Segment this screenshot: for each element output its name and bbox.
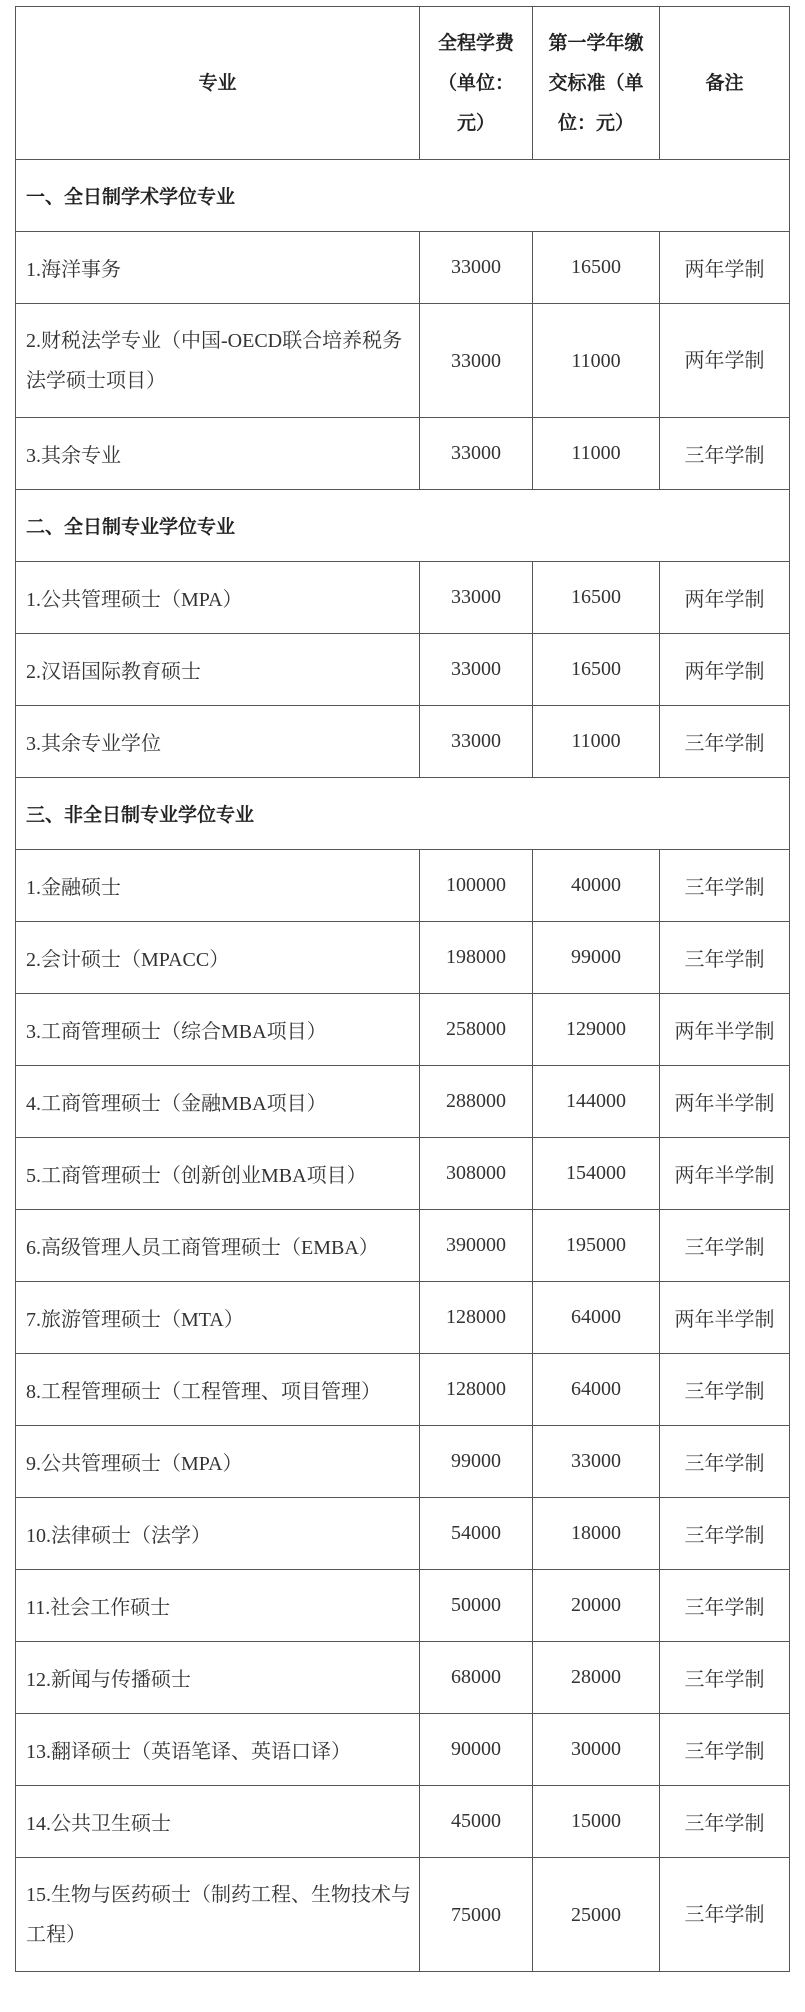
major-name-cell: 3.工商管理硕士（综合MBA项目） [16, 994, 420, 1066]
first-year-fee-cell: 154000 [533, 1138, 660, 1210]
table-row [16, 922, 790, 994]
first-year-fee-cell: 64000 [533, 1354, 660, 1426]
remark-cell: 两年学制 [660, 634, 790, 706]
first-year-fee-cell: 16500 [533, 562, 660, 634]
major-name-cell: 3.其余专业学位 [16, 706, 420, 778]
header-row [16, 7, 790, 160]
remark-cell: 两年学制 [660, 232, 790, 304]
first-year-fee-cell: 129000 [533, 994, 660, 1066]
major-name-cell: 1.金融硕士 [16, 850, 420, 922]
total-fee-cell: 33000 [420, 418, 533, 490]
table-row [16, 1498, 790, 1570]
total-fee-cell: 68000 [420, 1642, 533, 1714]
major-name-cell: 3.其余专业 [16, 418, 420, 490]
major-name-cell: 4.工商管理硕士（金融MBA项目） [16, 1066, 420, 1138]
first-year-fee-cell: 28000 [533, 1642, 660, 1714]
remark-cell: 两年半学制 [660, 1066, 790, 1138]
table-row [16, 1642, 790, 1714]
remark-cell: 三年学制 [660, 1210, 790, 1282]
table-row [16, 1426, 790, 1498]
first-year-fee-cell: 40000 [533, 850, 660, 922]
major-name-cell: 10.法律硕士（法学） [16, 1498, 420, 1570]
total-fee-cell: 75000 [420, 1858, 533, 1972]
total-fee-cell: 128000 [420, 1282, 533, 1354]
total-fee-cell: 33000 [420, 562, 533, 634]
section-title: 一、全日制学术学位专业 [16, 160, 790, 232]
total-fee-cell: 90000 [420, 1714, 533, 1786]
first-year-fee-cell: 20000 [533, 1570, 660, 1642]
first-year-fee-cell: 16500 [533, 232, 660, 304]
table-row [16, 706, 790, 778]
table-row [16, 850, 790, 922]
total-fee-cell: 100000 [420, 850, 533, 922]
table-row [16, 562, 790, 634]
section-heading-row [16, 160, 790, 232]
total-fee-cell: 33000 [420, 634, 533, 706]
remark-cell: 两年半学制 [660, 1282, 790, 1354]
table-row [16, 232, 790, 304]
table-body [16, 160, 790, 1972]
major-name-cell: 8.工程管理硕士（工程管理、项目管理） [16, 1354, 420, 1426]
major-name-cell: 2.财税法学专业（中国-OECD联合培养税务 法学硕士项目） [16, 304, 420, 418]
total-fee-cell: 128000 [420, 1354, 533, 1426]
total-fee-cell: 45000 [420, 1786, 533, 1858]
table-row [16, 1354, 790, 1426]
first-year-fee-cell: 11000 [533, 418, 660, 490]
section-heading-row [16, 778, 790, 850]
total-fee-cell: 33000 [420, 706, 533, 778]
first-year-fee-cell: 64000 [533, 1282, 660, 1354]
table-row [16, 1714, 790, 1786]
major-name-cell: 6.高级管理人员工商管理硕士（EMBA） [16, 1210, 420, 1282]
major-name-cell: 1.海洋事务 [16, 232, 420, 304]
total-fee-cell: 54000 [420, 1498, 533, 1570]
section-heading-row [16, 490, 790, 562]
remark-cell: 两年半学制 [660, 1138, 790, 1210]
first-year-fee-cell: 195000 [533, 1210, 660, 1282]
major-name-cell: 14.公共卫生硕士 [16, 1786, 420, 1858]
header-first-year-fee: 第一学年缴 交标准（单 位：元） [533, 7, 660, 160]
first-year-fee-cell: 25000 [533, 1858, 660, 1972]
total-fee-cell: 390000 [420, 1210, 533, 1282]
remark-cell: 两年半学制 [660, 994, 790, 1066]
total-fee-cell: 33000 [420, 232, 533, 304]
table-row [16, 1282, 790, 1354]
first-year-fee-cell: 11000 [533, 304, 660, 418]
table-row [16, 304, 790, 418]
first-year-fee-cell: 11000 [533, 706, 660, 778]
table-row [16, 1138, 790, 1210]
table-row [16, 634, 790, 706]
total-fee-cell: 258000 [420, 994, 533, 1066]
total-fee-cell: 288000 [420, 1066, 533, 1138]
header-remark: 备注 [660, 7, 790, 160]
remark-cell: 三年学制 [660, 1354, 790, 1426]
total-fee-cell: 50000 [420, 1570, 533, 1642]
first-year-fee-cell: 15000 [533, 1786, 660, 1858]
table-row [16, 1210, 790, 1282]
major-name-cell: 7.旅游管理硕士（MTA） [16, 1282, 420, 1354]
remark-cell: 三年学制 [660, 1786, 790, 1858]
section-title: 二、全日制专业学位专业 [16, 490, 790, 562]
remark-cell: 三年学制 [660, 1714, 790, 1786]
total-fee-cell: 99000 [420, 1426, 533, 1498]
table-row [16, 994, 790, 1066]
table-row [16, 418, 790, 490]
major-name-cell: 13.翻译硕士（英语笔译、英语口译） [16, 1714, 420, 1786]
remark-cell: 三年学制 [660, 1642, 790, 1714]
table-row [16, 1786, 790, 1858]
table-row [16, 1570, 790, 1642]
first-year-fee-cell: 30000 [533, 1714, 660, 1786]
remark-cell: 两年学制 [660, 562, 790, 634]
total-fee-cell: 308000 [420, 1138, 533, 1210]
major-name-cell: 9.公共管理硕士（MPA） [16, 1426, 420, 1498]
first-year-fee-cell: 18000 [533, 1498, 660, 1570]
remark-cell: 三年学制 [660, 1498, 790, 1570]
table-row [16, 1066, 790, 1138]
major-name-cell: 1.公共管理硕士（MPA） [16, 562, 420, 634]
major-name-cell: 15.生物与医药硕士（制药工程、生物技术与 工程） [16, 1858, 420, 1972]
first-year-fee-cell: 16500 [533, 634, 660, 706]
remark-cell: 两年学制 [660, 304, 790, 418]
major-name-cell: 2.会计硕士（MPACC） [16, 922, 420, 994]
table-header [16, 7, 790, 160]
remark-cell: 三年学制 [660, 922, 790, 994]
total-fee-cell: 198000 [420, 922, 533, 994]
table-row [16, 1858, 790, 1972]
major-name-cell: 2.汉语国际教育硕士 [16, 634, 420, 706]
header-major: 专业 [16, 7, 420, 160]
major-name-cell: 12.新闻与传播硕士 [16, 1642, 420, 1714]
remark-cell: 三年学制 [660, 1570, 790, 1642]
total-fee-cell: 33000 [420, 304, 533, 418]
remark-cell: 三年学制 [660, 1426, 790, 1498]
major-name-cell: 5.工商管理硕士（创新创业MBA项目） [16, 1138, 420, 1210]
fee-table [15, 6, 790, 1972]
header-total-fee: 全程学费 （单位： 元） [420, 7, 533, 160]
first-year-fee-cell: 99000 [533, 922, 660, 994]
remark-cell: 三年学制 [660, 418, 790, 490]
major-name-cell: 11.社会工作硕士 [16, 1570, 420, 1642]
first-year-fee-cell: 144000 [533, 1066, 660, 1138]
section-title: 三、非全日制专业学位专业 [16, 778, 790, 850]
remark-cell: 三年学制 [660, 706, 790, 778]
remark-cell: 三年学制 [660, 850, 790, 922]
remark-cell: 三年学制 [660, 1858, 790, 1972]
first-year-fee-cell: 33000 [533, 1426, 660, 1498]
